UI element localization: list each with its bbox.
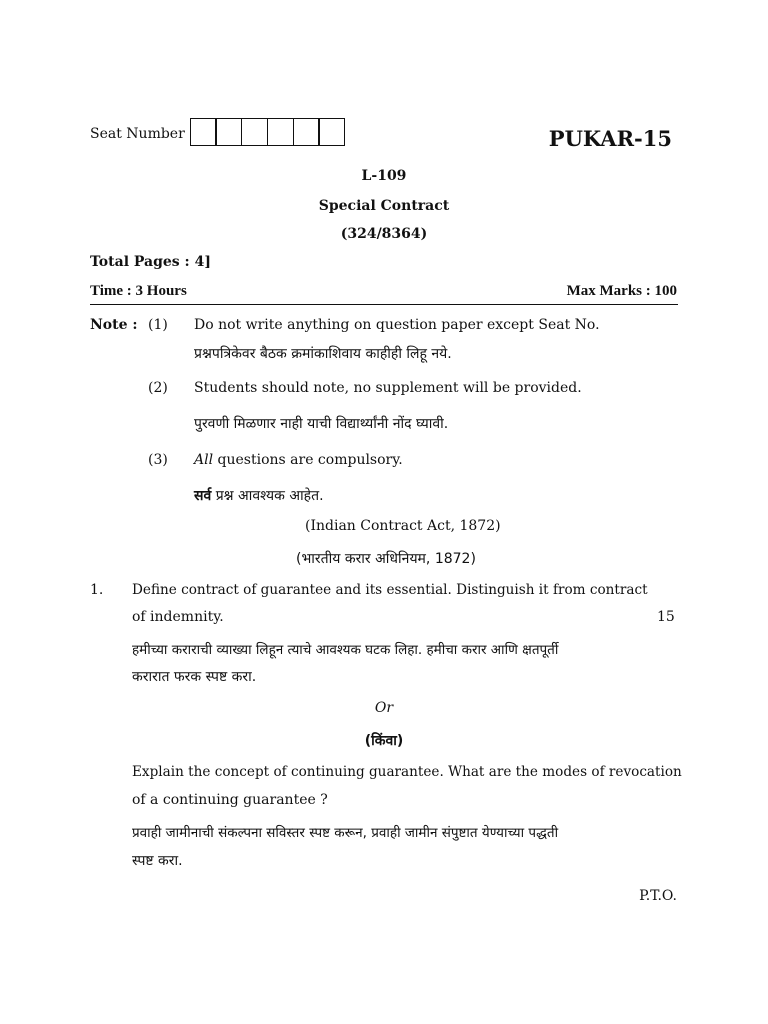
note-text-en-rest: questions are compulsory. <box>213 452 403 468</box>
note-text-en: Do not write anything on question paper except Seat No. <box>194 317 600 333</box>
note-text-mr: प्रश्नपत्रिकेवर बैठक क्रमांकाशिवाय काहीही लिहू नये. <box>194 346 452 362</box>
question-number: 1. <box>90 582 104 598</box>
max-marks: Max Marks : 100 <box>566 283 677 299</box>
seat-box <box>190 118 217 146</box>
time-duration: Time : 3 Hours <box>90 283 187 299</box>
note-number: (3) <box>148 452 168 468</box>
seat-number-boxes <box>191 118 345 146</box>
seat-box <box>318 118 345 146</box>
seat-box <box>267 118 294 146</box>
act-title-en: (Indian Contract Act, 1872) <box>305 518 501 534</box>
question-marks: 15 <box>657 609 675 625</box>
note-text-en-emphasis: All <box>194 452 214 468</box>
note-text-mr-emphasis: सर्व <box>194 488 212 504</box>
act-title-mr: (भारतीय करार अधिनियम, 1872) <box>296 551 476 567</box>
subject-title: Special Contract <box>318 198 450 214</box>
question-text-mr: करारात फरक स्पष्ट करा. <box>132 669 257 685</box>
alternate-question-text-en: Explain the concept of continuing guarantee. What are the modes of revocation <box>132 764 682 780</box>
paper-code: PUKAR-15 <box>548 126 672 151</box>
exam-code: L-109 <box>361 168 407 184</box>
seat-box <box>241 118 268 146</box>
seat-box <box>293 118 320 146</box>
note-text-mr <box>194 486 324 505</box>
or-separator-mr: (किंवा) <box>364 733 404 749</box>
note-number: (1) <box>148 317 168 333</box>
page-turn-marker: P.T.O. <box>639 888 677 904</box>
note-text-mr-rest: प्रश्न आवश्यक आहेत. <box>211 488 324 504</box>
note-text-en: Students should note, no supplement will be provided. <box>194 380 582 396</box>
question-text-en: Define contract of guarantee and its essential. Distinguish it from contract <box>132 582 648 598</box>
note-number: (2) <box>148 380 168 396</box>
alternate-question-text-mr: स्पष्ट करा. <box>132 853 183 869</box>
alternate-question-text-mr: प्रवाही जामीनाची संकल्पना सविस्तर स्पष्ट करून, प्रवाही जामीन संपुष्टात येण्याच्या पद्धती <box>132 825 559 841</box>
alternate-question-text-en: of a continuing guarantee ? <box>132 792 328 808</box>
note-text-mr: पुरवणी मिळणार नाही याची विद्यार्थ्यांनी नोंद घ्यावी. <box>194 416 449 432</box>
or-separator-en: Or <box>374 700 394 716</box>
question-text-mr: हमीच्या कराराची व्याख्या लिहून त्याचे आवश्यक घटक लिहा. हमीचा करार आणि क्षतपूर्ती <box>132 642 559 658</box>
seat-number-label: Seat Number <box>90 126 185 142</box>
seat-box <box>215 118 242 146</box>
note-text-en <box>194 452 403 468</box>
subject-code: (324/8364) <box>340 226 428 242</box>
total-pages: Total Pages : 4] <box>90 254 211 270</box>
question-text-en: of indemnity. <box>132 609 224 625</box>
note-label: Note : <box>90 317 138 333</box>
header-divider <box>90 304 678 305</box>
